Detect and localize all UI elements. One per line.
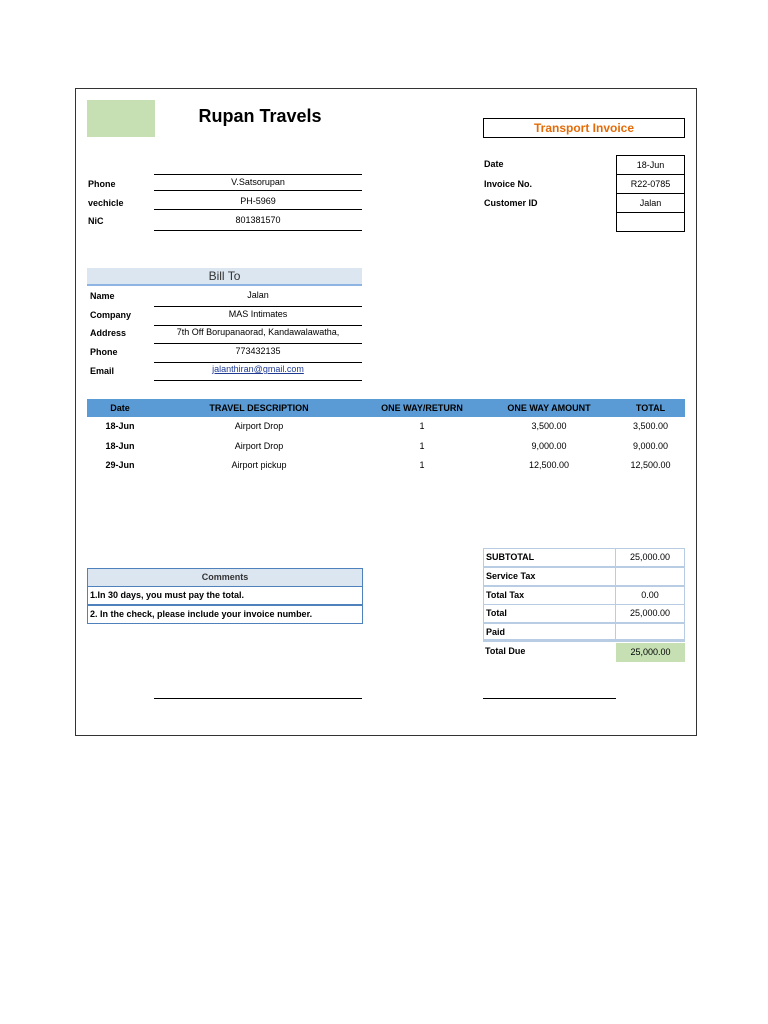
comment-line-2: 2. In the check, please include your invoice number. [87,605,363,624]
invoice-number-label: Invoice No. [484,179,533,189]
service-tax-label: Service Tax [486,571,536,581]
row-description: Airport Drop [234,421,284,431]
col-date-header: Date [110,403,130,413]
table-row [87,460,685,474]
table-row [87,441,685,455]
document-title: Transport Invoice [483,118,685,138]
row-way: 1 [419,460,425,470]
subtotal-value: 25,000.00 [615,549,684,566]
total-due-label: Total Due [485,646,526,656]
total-row [483,604,685,623]
company-name: Rupan Travels [198,106,322,126]
row-total: 9,000.00 [632,441,669,451]
bill-phone-label: Phone [90,347,118,357]
bill-address-value: 7th Off Borupanaorad, Kandawalawatha, [154,327,362,344]
bill-phone-value: 773432135 [154,346,362,363]
vendor-nic-label: NiC [88,216,104,226]
row-description: Airport Drop [234,441,284,451]
row-amount: 12,500.00 [528,460,570,470]
row-way: 1 [419,421,425,431]
empty-meta-cell [616,212,685,232]
bill-address-label: Address [90,328,127,338]
service-tax-value [615,568,684,585]
col-oneway-return-header: ONE WAY/RETURN [381,403,463,413]
table-header [87,399,685,417]
paid-row [483,623,685,642]
vendor-vehicle-value: PH-5969 [154,196,362,210]
row-amount: 9,000.00 [531,441,567,451]
bill-to-heading: Bill To [87,268,362,286]
row-amount: 3,500.00 [531,421,567,431]
bill-company-value: MAS Intimates [154,309,362,326]
total-label: Total [486,608,507,618]
total-tax-label: Total Tax [486,590,525,600]
col-description-header: TRAVEL DESCRIPTION [209,403,309,413]
bill-name-label: Name [90,291,115,301]
vendor-vehicle-label: vechicle [88,198,124,208]
bill-company-label: Company [90,310,132,320]
total-due-row [483,643,685,662]
subtotal-label: SUBTOTAL [486,552,535,562]
total-due-value: 25,000.00 [616,643,685,662]
col-amount-header: ONE WAY AMOUNT [507,403,591,413]
row-date: 29-Jun [105,460,135,470]
subtotal-row [483,548,685,567]
vendor-nic-value: 801381570 [154,215,362,231]
date-label: Date [484,159,504,169]
table-row [87,421,685,435]
email-link[interactable]: jalanthiran@gmail.com [212,364,304,374]
total-tax-row [483,586,685,605]
paid-value [615,624,684,641]
vendor-phone-label: Phone [88,179,116,189]
bill-email-field [154,364,362,381]
comment-line-1: 1.In 30 days, you must pay the total. [87,586,363,605]
row-date: 18-Jun [105,441,135,451]
total-value: 25,000.00 [615,605,684,622]
date-value: 18-Jun [616,155,685,175]
service-tax-row [483,567,685,586]
col-total-header: TOTAL [635,403,666,413]
bill-name-value: Jalan [154,290,362,307]
row-way: 1 [419,441,425,451]
row-total: 12,500.00 [630,460,671,470]
divider [154,174,362,175]
customer-id-label: Customer ID [484,198,538,208]
signature-line-right [483,698,616,699]
comments-heading: Comments [87,568,363,587]
paid-label: Paid [486,627,506,637]
row-date: 18-Jun [105,421,135,431]
invoice-number-value: R22-0785 [616,174,685,194]
customer-id-value: Jalan [616,193,685,213]
total-tax-value: 0.00 [615,587,684,604]
vendor-phone-value: V.Satsorupan [154,177,362,191]
bill-email-label: Email [90,366,115,376]
row-description: Airport pickup [231,460,287,470]
signature-line-left [154,698,362,699]
company-logo-placeholder [87,100,155,137]
row-total: 3,500.00 [632,421,669,431]
